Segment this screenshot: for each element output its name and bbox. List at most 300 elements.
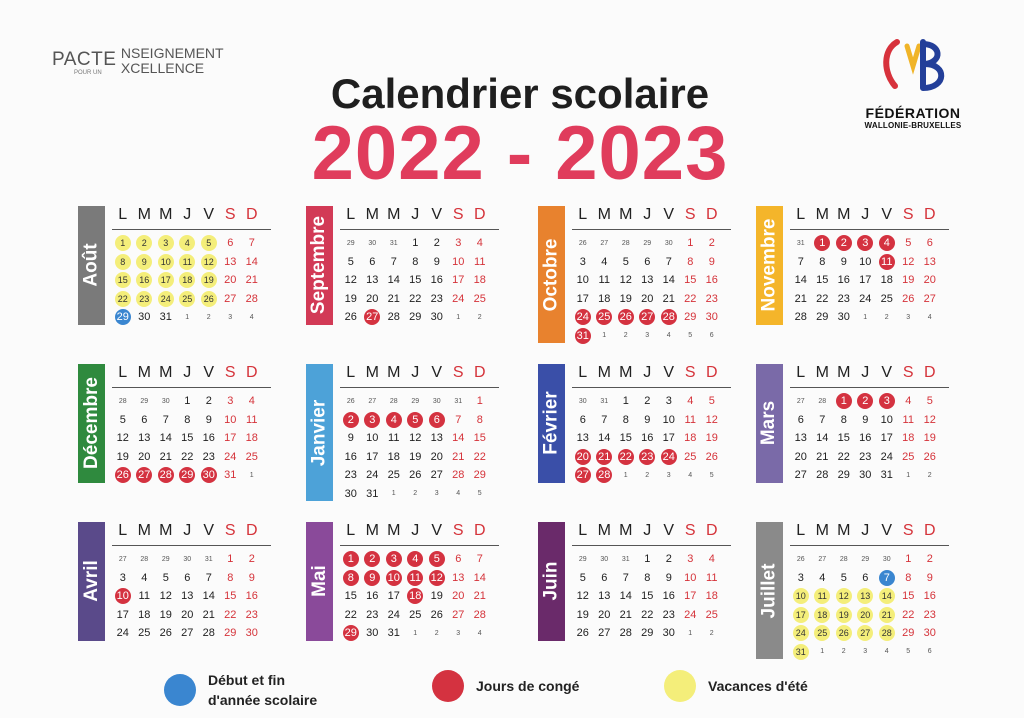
day-cell: 17	[116, 608, 129, 621]
day-cell: 16	[662, 590, 675, 603]
day-header: L	[346, 522, 356, 539]
day-cell: 8	[340, 569, 362, 588]
day-cell: 27	[637, 308, 659, 327]
day-cell: 21	[473, 590, 486, 603]
day-cell: 31	[796, 239, 805, 247]
day-cell: 4	[477, 629, 482, 637]
month-label-bar	[756, 364, 783, 483]
day-cell: 27	[794, 469, 807, 482]
day-header: L	[796, 522, 806, 539]
day-cell: 30	[368, 239, 377, 247]
day-cell: 24	[880, 450, 893, 463]
day-header: J	[861, 522, 870, 539]
day-cell: 29	[643, 239, 652, 247]
day-cell: 26	[576, 627, 589, 640]
day-cell: 3	[119, 571, 126, 584]
month-name: Décembre	[80, 377, 102, 470]
day-cell: 19	[116, 450, 129, 463]
day-cell: 13	[366, 274, 379, 287]
day-cell: 15	[641, 590, 654, 603]
month-label-bar	[78, 206, 105, 325]
day-cell: 31	[224, 469, 237, 482]
day-header: M	[597, 364, 611, 381]
day-cell: 31	[387, 627, 400, 640]
day-header: M	[387, 522, 401, 539]
legend-dot-icon	[164, 674, 196, 706]
day-cell: 21	[594, 448, 616, 467]
page-title: Calendrier scolaire	[330, 70, 710, 117]
day-cell: 19	[705, 432, 718, 445]
day-cell: 6	[862, 571, 869, 584]
day-cell: 25	[705, 608, 718, 621]
day-cell: 31	[790, 643, 812, 662]
day-cell: 4	[819, 571, 826, 584]
day-cell: 25	[138, 627, 151, 640]
day-header: M	[837, 522, 851, 539]
day-cell: 9	[840, 255, 847, 268]
day-cell: 8	[905, 571, 912, 584]
day-cell: 2	[645, 471, 650, 479]
month-name: Février	[540, 391, 562, 455]
day-cell: 30	[344, 487, 357, 500]
day-cell: 25	[387, 469, 400, 482]
day-cell: 4	[927, 313, 932, 321]
day-cell: 25	[177, 290, 199, 309]
day-cell: 7	[665, 255, 672, 268]
day-cell: 1	[863, 313, 868, 321]
day-header: V	[431, 206, 443, 223]
day-cell: 6	[426, 411, 448, 430]
day-header: M	[365, 206, 379, 223]
day-cell: 4	[905, 395, 912, 408]
day-header: M	[597, 522, 611, 539]
day-cell: 26	[578, 239, 587, 247]
day-cell: 12	[344, 274, 357, 287]
day-cell: 30	[366, 627, 379, 640]
day-cell: 31	[159, 311, 172, 324]
legend-item	[164, 670, 317, 710]
day-cell: 3	[666, 471, 671, 479]
day-cell: 24	[116, 627, 129, 640]
day-cell: 30	[432, 397, 441, 405]
day-cell: 14	[159, 432, 172, 445]
day-header: M	[137, 522, 151, 539]
day-cell: 21	[245, 274, 258, 287]
day-cell: 3	[434, 490, 439, 498]
day-header: J	[183, 206, 192, 223]
day-cell: 30	[600, 555, 609, 563]
day-cell: 25	[594, 308, 616, 327]
day-cell: 4	[476, 237, 483, 250]
day-cell: 10	[684, 571, 697, 584]
month-name: Janvier	[308, 399, 330, 466]
day-header: L	[118, 206, 128, 223]
day-header: M	[619, 364, 633, 381]
day-cell: 16	[202, 432, 215, 445]
month-label-bar	[306, 364, 333, 501]
header-divider	[572, 545, 731, 546]
day-cell: 6	[709, 332, 714, 340]
day-header: S	[224, 206, 236, 223]
day-cell: 6	[644, 255, 651, 268]
day-cell: 5	[905, 237, 912, 250]
day-cell: 30	[578, 397, 587, 405]
day-cell: 1	[644, 553, 651, 566]
day-cell: 26	[112, 466, 134, 485]
day-cell: 5	[162, 571, 169, 584]
day-cell: 14	[452, 432, 465, 445]
day-cell: 31	[572, 327, 594, 346]
day-cell: 5	[906, 648, 911, 656]
day-cell: 5	[119, 413, 126, 426]
month-name: Juin	[540, 561, 562, 601]
day-cell: 16	[344, 450, 357, 463]
day-cell: 9	[205, 413, 212, 426]
day-cell: 3	[227, 395, 234, 408]
day-header: V	[431, 522, 443, 539]
day-cell: 28	[839, 555, 848, 563]
day-header: S	[224, 522, 236, 539]
day-cell: 8	[476, 413, 483, 426]
day-cell: 1	[687, 237, 694, 250]
day-header: V	[663, 364, 675, 381]
day-cell: 6	[369, 255, 376, 268]
day-cell: 3	[906, 313, 911, 321]
day-cell: 25	[812, 624, 834, 643]
day-cell: 15	[473, 432, 486, 445]
day-cell: 28	[794, 311, 807, 324]
day-header: M	[137, 206, 151, 223]
day-cell: 20	[452, 590, 465, 603]
day-cell: 15	[409, 274, 422, 287]
day-cell: 10	[790, 587, 812, 606]
day-cell: 10	[576, 274, 589, 287]
day-cell: 28	[816, 469, 829, 482]
day-header: M	[365, 522, 379, 539]
day-cell: 15	[344, 590, 357, 603]
day-cell: 19	[833, 606, 855, 625]
day-cell: 3	[579, 255, 586, 268]
day-header: L	[346, 206, 356, 223]
day-cell: 31	[621, 555, 630, 563]
header-divider	[572, 229, 731, 230]
day-cell: 13	[794, 432, 807, 445]
day-cell: 3	[455, 237, 462, 250]
day-cell: 7	[622, 571, 629, 584]
day-cell: 27	[118, 555, 127, 563]
day-header: S	[902, 522, 914, 539]
day-cell: 30	[183, 555, 192, 563]
day-cell: 4	[687, 395, 694, 408]
day-cell: 28	[245, 292, 258, 305]
day-header: V	[663, 522, 675, 539]
day-cell: 27	[600, 239, 609, 247]
day-cell: 1	[413, 629, 418, 637]
day-cell: 7	[390, 255, 397, 268]
day-cell: 17	[684, 590, 697, 603]
day-cell: 12	[159, 590, 172, 603]
day-cell: 29	[816, 311, 829, 324]
day-cell: 24	[658, 448, 680, 467]
day-cell: 3	[863, 648, 868, 656]
day-cell: 12	[198, 253, 220, 272]
day-header: L	[118, 522, 128, 539]
day-cell: 24	[452, 292, 465, 305]
header-divider	[790, 545, 949, 546]
day-cell: 3	[228, 313, 233, 321]
day-cell: 17	[790, 606, 812, 625]
day-cell: 13	[224, 255, 237, 268]
legend-item	[664, 670, 808, 702]
day-cell: 8	[819, 255, 826, 268]
day-cell: 18	[177, 271, 199, 290]
day-cell: 3	[797, 571, 804, 584]
day-cell: 19	[430, 590, 443, 603]
legend-item	[432, 670, 579, 702]
day-header: J	[411, 522, 420, 539]
day-cell: 5	[579, 571, 586, 584]
day-cell: 16	[366, 590, 379, 603]
day-cell: 31	[389, 239, 398, 247]
day-header: L	[118, 364, 128, 381]
day-cell: 5	[426, 550, 448, 569]
day-cell: 22	[344, 608, 357, 621]
day-header: J	[411, 364, 420, 381]
day-cell: 11	[598, 274, 610, 287]
day-cell: 27	[430, 469, 443, 482]
pacte-word: PACTE	[52, 49, 117, 71]
day-header: L	[796, 364, 806, 381]
day-cell: 4	[383, 411, 405, 430]
day-header: M	[837, 206, 851, 223]
pacte-line2: XCELLENCE	[120, 60, 205, 76]
day-cell: 31	[454, 397, 463, 405]
day-cell: 24	[387, 608, 400, 621]
day-cell: 20	[138, 450, 151, 463]
day-cell: 28	[155, 466, 177, 485]
day-cell: 20	[430, 450, 443, 463]
day-cell: 15	[619, 432, 632, 445]
day-cell: 28	[876, 624, 898, 643]
day-cell: 21	[876, 606, 898, 625]
day-header: V	[203, 364, 215, 381]
day-cell: 29	[112, 308, 134, 327]
day-cell: 1	[412, 237, 419, 250]
day-header: M	[837, 364, 851, 381]
day-cell: 5	[405, 411, 427, 430]
day-cell: 3	[665, 395, 672, 408]
day-cell: 28	[387, 311, 400, 324]
day-cell: 15	[816, 274, 829, 287]
day-header: J	[183, 522, 192, 539]
day-header: S	[452, 206, 464, 223]
legend-dot-icon	[432, 670, 464, 702]
day-cell: 23	[366, 608, 379, 621]
day-cell: 28	[202, 627, 215, 640]
day-cell: 29	[861, 555, 870, 563]
day-cell: 11	[684, 413, 696, 426]
day-cell: 25	[684, 450, 697, 463]
day-cell: 16	[837, 274, 850, 287]
day-cell: 20	[794, 450, 807, 463]
day-cell: 7	[248, 237, 255, 250]
day-cell: 11	[706, 571, 718, 584]
day-cell: 23	[202, 450, 215, 463]
day-cell: 5	[477, 490, 482, 498]
day-cell: 17	[662, 432, 675, 445]
day-cell: 31	[600, 397, 609, 405]
day-cell: 22	[409, 292, 422, 305]
header-divider	[340, 545, 499, 546]
day-cell: 19	[923, 432, 936, 445]
month-name: Mars	[758, 401, 780, 446]
day-header: D	[923, 522, 936, 539]
day-cell: 30	[161, 397, 170, 405]
day-cell: 13	[641, 274, 654, 287]
day-cell: 23	[245, 608, 258, 621]
day-cell: 26	[923, 450, 936, 463]
day-cell: 26	[409, 469, 422, 482]
day-cell: 12	[833, 587, 855, 606]
day-cell: 6	[184, 571, 191, 584]
day-cell: 4	[884, 648, 889, 656]
day-cell: 20	[855, 606, 877, 625]
month-name: Août	[80, 243, 102, 287]
day-cell: 11	[876, 253, 898, 272]
day-cell: 17	[224, 432, 237, 445]
day-header: M	[815, 522, 829, 539]
day-cell: 3	[155, 234, 177, 253]
month-label-bar	[538, 206, 565, 343]
day-cell: 17	[576, 292, 589, 305]
day-header: V	[881, 364, 893, 381]
day-cell: 1	[227, 553, 234, 566]
day-cell: 11	[902, 413, 914, 426]
day-cell: 2	[665, 553, 672, 566]
day-cell: 29	[140, 397, 149, 405]
day-cell: 18	[598, 292, 611, 305]
day-header: M	[159, 206, 173, 223]
day-cell: 29	[902, 627, 915, 640]
day-cell: 8	[112, 253, 134, 272]
day-cell: 30	[430, 311, 443, 324]
day-cell: 24	[155, 290, 177, 309]
month-label-bar	[306, 522, 333, 641]
day-cell: 19	[159, 608, 172, 621]
day-header: M	[815, 364, 829, 381]
day-cell: 23	[837, 292, 850, 305]
day-cell: 14	[202, 590, 215, 603]
month-name: Novembre	[758, 218, 780, 312]
day-cell: 22	[615, 448, 637, 467]
day-cell: 11	[138, 590, 150, 603]
day-header: V	[431, 364, 443, 381]
day-cell: 18	[245, 432, 258, 445]
day-cell: 17	[366, 450, 379, 463]
day-cell: 30	[923, 627, 936, 640]
day-header: S	[902, 364, 914, 381]
day-cell: 1	[688, 629, 693, 637]
day-cell: 5	[622, 255, 629, 268]
day-cell: 27	[818, 555, 827, 563]
day-cell: 12	[576, 590, 589, 603]
day-cell: 15	[902, 590, 915, 603]
year-title: 2022 - 2023	[311, 111, 729, 196]
month-label-bar	[78, 364, 105, 483]
day-cell: 27	[796, 397, 805, 405]
day-cell: 1	[602, 332, 607, 340]
day-cell: 6	[141, 413, 148, 426]
day-header: V	[881, 522, 893, 539]
day-cell: 4	[141, 571, 148, 584]
day-header: J	[183, 364, 192, 381]
day-cell: 18	[684, 432, 697, 445]
day-cell: 2	[709, 629, 714, 637]
day-cell: 18	[405, 587, 427, 606]
day-cell: 26	[430, 608, 443, 621]
day-cell: 21	[662, 292, 675, 305]
day-cell: 14	[473, 571, 486, 584]
day-cell: 6	[926, 237, 933, 250]
day-cell: 19	[619, 292, 632, 305]
day-header: M	[387, 364, 401, 381]
day-cell: 12	[705, 413, 718, 426]
day-cell: 9	[134, 253, 156, 272]
day-cell: 2	[434, 629, 439, 637]
day-header: J	[411, 206, 420, 223]
day-cell: 24	[224, 450, 237, 463]
day-cell: 14	[662, 274, 675, 287]
day-cell: 2	[205, 395, 212, 408]
day-cell: 16	[245, 590, 258, 603]
day-cell: 1	[820, 648, 825, 656]
month-name: Juillet	[758, 563, 780, 618]
day-header: D	[923, 206, 936, 223]
day-cell: 10	[366, 432, 379, 445]
day-cell: 10	[452, 255, 465, 268]
day-cell: 6	[601, 571, 608, 584]
day-cell: 2	[841, 648, 846, 656]
month-label-bar	[756, 206, 783, 325]
day-cell: 7	[601, 413, 608, 426]
day-cell: 12	[619, 274, 632, 287]
day-cell: 15	[837, 432, 850, 445]
day-cell: 9	[708, 255, 715, 268]
day-header: J	[861, 364, 870, 381]
day-cell: 10	[112, 587, 134, 606]
day-header: M	[365, 364, 379, 381]
day-cell: 12	[409, 432, 422, 445]
day-cell: 14	[598, 432, 611, 445]
month-label-bar	[306, 206, 333, 325]
day-cell: 20	[641, 292, 654, 305]
day-cell: 29	[578, 555, 587, 563]
header-divider	[572, 387, 731, 388]
day-cell: 5	[708, 395, 715, 408]
day-cell: 1	[622, 395, 629, 408]
day-cell: 26	[159, 627, 172, 640]
day-cell: 22	[473, 450, 486, 463]
day-cell: 2	[206, 313, 211, 321]
day-header: S	[684, 206, 696, 223]
day-cell: 21	[794, 292, 807, 305]
day-cell: 13	[576, 432, 589, 445]
day-cell: 7	[205, 571, 212, 584]
header-divider	[112, 545, 271, 546]
day-header: M	[597, 206, 611, 223]
day-header: L	[578, 364, 588, 381]
day-cell: 23	[662, 608, 675, 621]
